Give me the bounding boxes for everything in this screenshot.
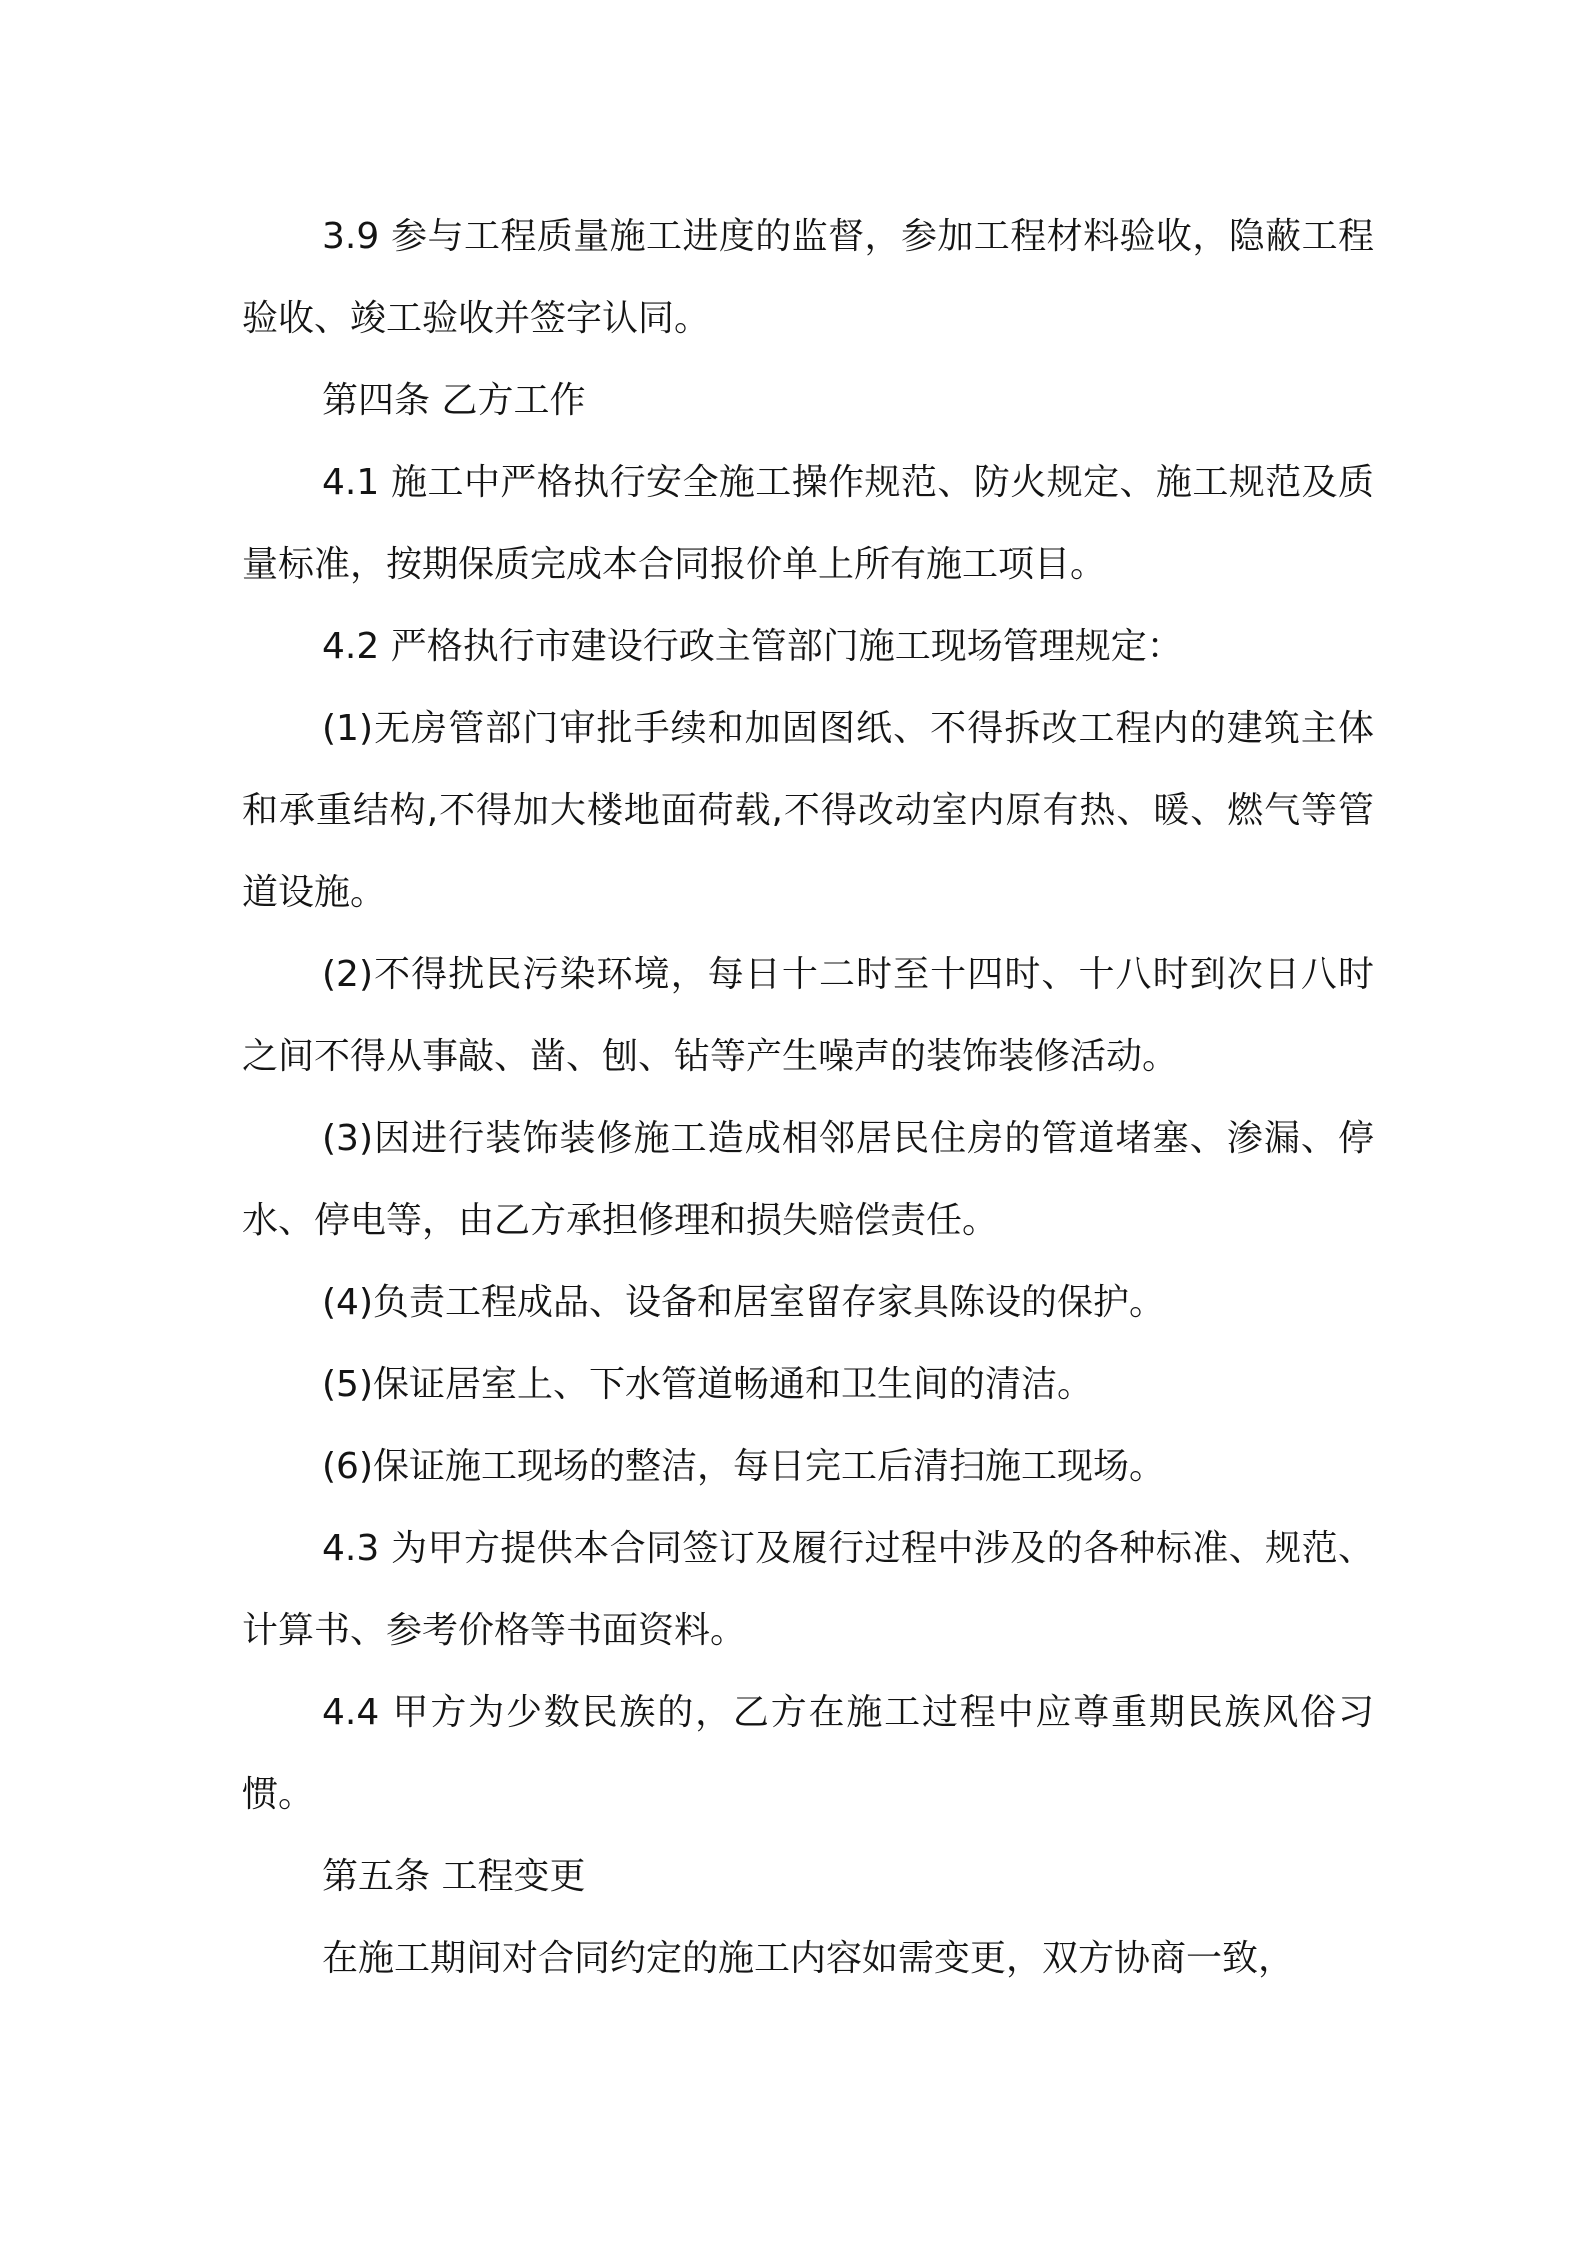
article-4-heading: 第四条 乙方工作 [322,380,586,421]
clause-4-3: 4.3 为甲方提供本合同签订及履行过程中涉及的各种标准、规范、计算书、参考价格等书面资料。 [242,1528,1374,1651]
clause-4-2: 4.2 严格执行市建设行政主管部门施工现场管理规定： [322,626,1183,667]
contract-body [242,196,1374,2000]
clause-4-2-item-4: (4)负责工程成品、设备和居室留存家具陈设的保护。 [322,1282,1165,1323]
clause-4-2-item-3: (3)因进行装饰装修施工造成相邻居民住房的管道堵塞、渗漏、停水、停电等，由乙方承担修理和损失赔偿责任。 [242,1118,1374,1241]
clause-3-9: 3.9 参与工程质量施工进度的监督，参加工程材料验收，隐蔽工程验收、竣工验收并签字认同。 [242,216,1374,339]
clause-4-2-item-2: (2)不得扰民污染环境，每日十二时至十四时、十八时到次日八时之间不得从事敲、凿、刨、钻等产生噪声的装饰装修活动。 [242,954,1374,1077]
clause-4-2-item-6: (6)保证施工现场的整洁，每日完工后清扫施工现场。 [322,1446,1165,1487]
clause-4-4: 4.4 甲方为少数民族的，乙方在施工过程中应尊重期民族风俗习惯。 [242,1692,1374,1815]
article-5-intro: 在施工期间对合同约定的施工内容如需变更，双方协商一致， [322,1938,1295,1979]
article-5-heading: 第五条 工程变更 [322,1856,586,1897]
clause-4-2-item-5: (5)保证居室上、下水管道畅通和卫生间的清洁。 [322,1364,1093,1405]
clause-4-1: 4.1 施工中严格执行安全施工操作规范、防火规定、施工规范及质量标准，按期保质完成本合同报价单上所有施工项目。 [242,462,1374,585]
clause-4-2-item-1: (1)无房管部门审批手续和加固图纸、不得拆改工程内的建筑主体和承重结构,不得加大楼地面荷载,不得改动室内原有热、暖、燃气等管道设施。 [242,708,1374,913]
